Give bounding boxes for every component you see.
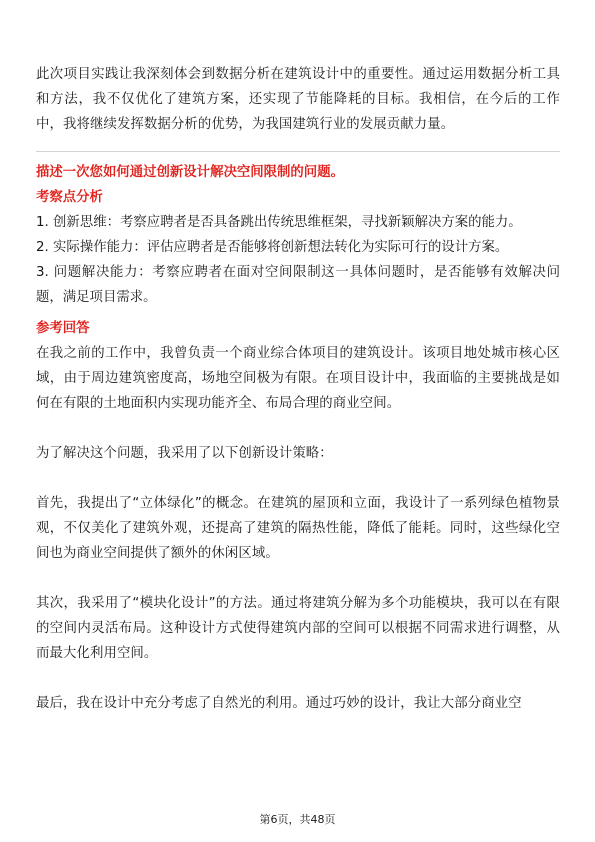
analysis-item-3: 3. 问题解决能力：考察应聘者在面对空间限制这一具体问题时，是否能够有效解决问题，满足项目需求。 (36, 265, 560, 305)
paragraph-gap (36, 416, 560, 441)
paragraph-gap (36, 466, 560, 491)
answer-paragraph-4: 其次，我采用了“模块化设计”的方法。通过将建筑分解为多个功能模块，我可以在有限的空间内灵活布局。这种设计方式使得建筑内部的空间可以根据不同需求进行调整，从而最大化利用空间。 (36, 596, 560, 661)
paragraph-gap (36, 566, 560, 591)
paragraph-gap (36, 666, 560, 691)
section-divider (36, 151, 560, 152)
answer-heading: 参考回答 (36, 321, 90, 336)
answer-paragraph-2: 为了解决这个问题，我采用了以下创新设计策略： (36, 446, 333, 461)
answer-paragraph-5: 最后，我在设计中充分考虑了自然光的利用。通过巧妙的设计，我让大部分商业空 (36, 696, 522, 711)
interview-question: 描述一次您如何通过创新设计解决空间限制的问题。 (36, 165, 344, 180)
answer-paragraph-3: 首先，我提出了“立体绿化”的概念。在建筑的屋顶和立面，我设计了一系列绿色植物景观，不仅美化了建筑外观，还提高了建筑的隔热性能，降低了能耗。同时，这些绿化空间也为商业空间提供了额外的休闲区域。 (36, 496, 560, 561)
answer-paragraph-1: 在我之前的工作中，我曾负责一个商业综合体项目的建筑设计。该项目地处城市核心区域，由于周边建筑密度高，场地空间极为有限。在项目设计中，我面临的主要挑战是如何在有限的土地面积内实现功能齐全、布局合理的商业空间。 (36, 346, 560, 411)
analysis-heading: 考察点分析 (36, 190, 103, 205)
intro-paragraph: 此次项目实践让我深刻体会到数据分析在建筑设计中的重要性。通过运用数据分析工具和方法，我不仅优化了建筑方案，还实现了节能降耗的目标。我相信，在今后的工作中，我将继续发挥数据分析的优势，为我国建筑行业的发展贡献力量。 (36, 67, 560, 132)
analysis-item-2: 2. 实际操作能力：评估应聘者是否能够将创新想法转化为实际可行的设计方案。 (36, 240, 509, 255)
page-number-footer: 第6页，共48页 (259, 813, 336, 826)
document-page (36, 62, 560, 716)
analysis-item-1: 1. 创新思维：考察应聘者是否具备跳出传统思维框架，寻找新颖解决方案的能力。 (36, 215, 522, 230)
